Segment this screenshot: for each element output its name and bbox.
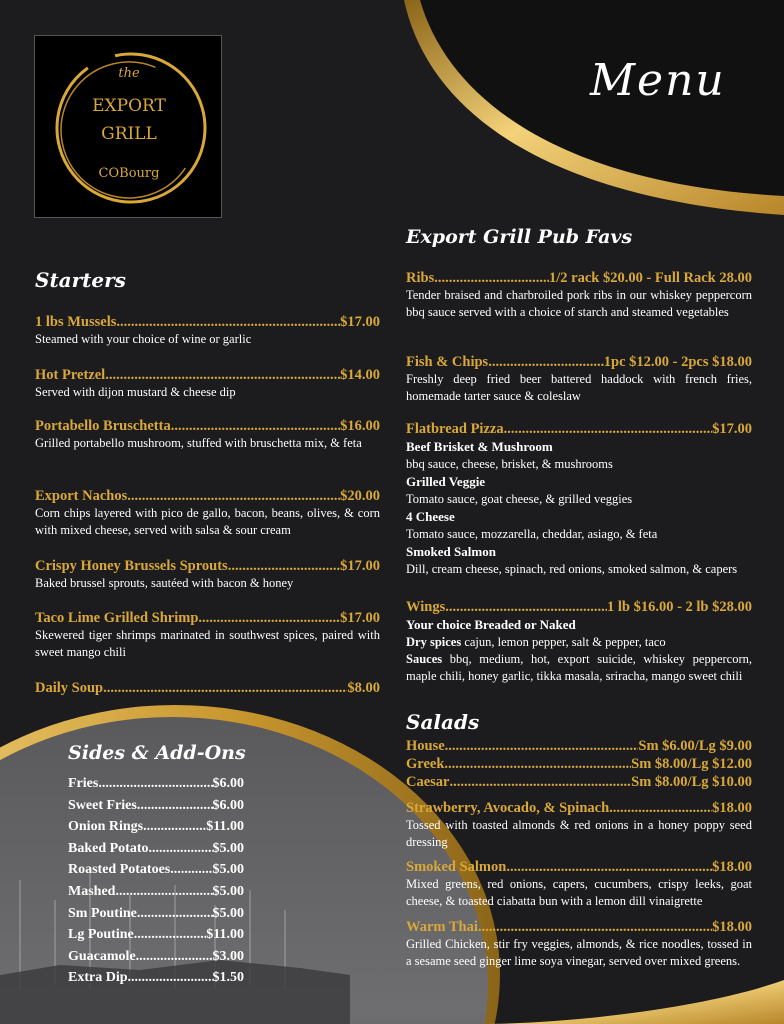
side-item-price: $1.50 [212, 970, 244, 986]
side-item-price: $6.00 [212, 776, 244, 791]
menu-title: Menu [590, 55, 726, 106]
pub-favs-heading: Export Grill Pub Favs [406, 226, 633, 248]
side-item-name: Fries [68, 776, 99, 791]
starter-item [35, 487, 380, 539]
starter-item [35, 366, 380, 401]
pizza-option-desc: Tomato sauce, goat cheese, & grilled veggies [406, 492, 633, 506]
logo-the: the [118, 66, 140, 81]
starter-item [35, 609, 380, 661]
side-item-line [68, 924, 244, 946]
side-item-line [68, 816, 244, 838]
starters-heading: Starters [35, 268, 126, 292]
salad-simple-price: Sm $8.00/Lg $10.00 [631, 774, 752, 790]
fish-desc: Freshly deep fried beer battered haddock with french fries, homemade tarter sauce & coleslaw [406, 372, 752, 403]
logo-town: COBourg [98, 166, 160, 181]
fish-item [406, 353, 752, 405]
side-item-line [68, 881, 244, 903]
ribs-price: 1/2 rack $20.00 - Full Rack 28.00 [549, 270, 752, 286]
side-item-name: Sweet Fries [68, 797, 137, 813]
starter-price: $17.00 [340, 558, 380, 574]
salad-name: Warm Thai [406, 919, 478, 935]
fish-name: Fish & Chips [406, 354, 489, 370]
wings-dry-label: Dry spices [406, 635, 462, 649]
side-item-price: $5.00 [212, 905, 244, 921]
side-item-name: Roasted Potatoes [68, 862, 171, 878]
starter-line [35, 366, 380, 384]
pizza-option-name: 4 Cheese [406, 509, 455, 524]
starter-price: $14.00 [340, 367, 380, 383]
starter-desc: Steamed with your choice of wine or garlic [35, 332, 252, 346]
side-item-leader [136, 946, 213, 968]
starter-name: Portabello Bruschetta [35, 418, 171, 434]
starter-line [35, 417, 380, 435]
starter-price: $8.00 [347, 680, 380, 696]
salad-line [406, 799, 752, 817]
starter-line [35, 679, 380, 697]
salad-item [406, 858, 752, 910]
side-item-line [68, 946, 244, 968]
salad-desc: Mixed greens, red onions, capers, cucumbers, crispy leeks, goat cheese, & toasted ciabatta bun with a lemon dill vinaigrette [406, 877, 752, 908]
salad-simple-leader [445, 737, 639, 755]
starter-desc: Corn chips layered with pico de gallo, bacon, beans, olives, & corn with mixed cheese, served with salsa & sour cream [35, 506, 380, 537]
salad-simple-leader [450, 773, 632, 791]
starter-item [35, 557, 380, 592]
wings-sauce-text: bbq, medium, hot, export suicide, whiskey peppercorn, maple chili, honey garlic, tikka masala, sriracha, mango sweet chili [406, 652, 752, 683]
starter-name: Export Nachos [35, 488, 128, 504]
salad-simple-line [406, 737, 752, 755]
side-item-price: $6.00 [212, 797, 244, 813]
starter-item [35, 417, 380, 452]
ribs-desc: Tender braised and charbroiled pork ribs in our whiskey peppercorn bbq sauce served with a choice of starch and steamed vegetables [406, 288, 752, 319]
ribs-name: Ribs [406, 270, 435, 286]
pizza-option-name: Beef Brisket & Mushroom [406, 439, 553, 454]
salad-price: $18.00 [712, 800, 752, 816]
side-item-price: $5.00 [212, 862, 244, 878]
pizza-name: Flatbread Pizza [406, 421, 504, 437]
salad-line [406, 858, 752, 876]
salad-simple-name: Caesar [406, 774, 450, 790]
logo [34, 35, 222, 218]
logo-line2: GRILL [101, 124, 157, 144]
starter-leader [198, 609, 340, 627]
salad-price: $18.00 [712, 859, 752, 875]
salad-leader [609, 799, 712, 817]
side-item-leader [143, 816, 206, 838]
salad-simple-line [406, 755, 752, 773]
salad-line [406, 918, 752, 936]
salad-simple-leader [444, 755, 631, 773]
salad-simple-name: Greek [406, 756, 445, 772]
side-item-line [68, 859, 244, 881]
side-item-name: Baked Potato [68, 840, 149, 856]
side-item-leader [128, 967, 213, 989]
salad-simple-line [406, 773, 752, 791]
starter-desc: Served with dijon mustard & cheese dip [35, 385, 236, 399]
salad-desc: Grilled Chicken, stir fry veggies, almonds, & rice noodles, tossed in a sesame seed ginger lime soya vinegar, served over mixed greens. [406, 937, 752, 968]
starter-name: 1 lbs Mussels [35, 314, 117, 330]
starter-item [35, 679, 380, 697]
starter-line [35, 313, 380, 331]
starter-leader [116, 313, 340, 331]
side-item-name: Sm Poutine [68, 905, 137, 921]
side-item-leader [115, 881, 212, 903]
side-item-line [68, 773, 244, 795]
ribs-item [406, 269, 752, 321]
logo-line1: EXPORT [92, 96, 166, 116]
wings-sauce-label: Sauces [406, 652, 443, 666]
wings-name: Wings [406, 599, 446, 615]
salad-desc: Tossed with toasted almonds & red onions in a honey poppy seed dressing [406, 818, 752, 849]
side-item-line [68, 795, 244, 817]
pizza-option-desc: bbq sauce, cheese, brisket, & mushrooms [406, 457, 613, 471]
salads-heading: Salads [406, 710, 480, 734]
pizza-item [406, 420, 752, 578]
pizza-option-name: Grilled Veggie [406, 474, 486, 489]
salad-simple-price: Sm $6.00/Lg $9.00 [638, 738, 752, 754]
starter-price: $17.00 [340, 610, 380, 626]
pizza-price: $17.00 [712, 421, 752, 437]
starter-line [35, 609, 380, 627]
starter-price: $17.00 [340, 314, 380, 330]
starter-price: $16.00 [340, 418, 380, 434]
salad-simple-price: Sm $8.00/Lg $12.00 [631, 756, 752, 772]
salad-simple-name: House [406, 738, 445, 754]
wings-item [406, 598, 752, 685]
starter-leader [127, 487, 340, 505]
side-item-line [68, 967, 244, 989]
starter-item [35, 313, 380, 348]
side-item-line [68, 903, 244, 925]
side-item-line [68, 838, 244, 860]
pizza-option-name: Smoked Salmon [406, 544, 496, 559]
salad-leader [506, 858, 712, 876]
side-item-price: $5.00 [212, 840, 244, 856]
starter-desc: Grilled portabello mushroom, stuffed with bruschetta mix, & feta [35, 436, 362, 450]
side-item-name: Extra Dip [68, 970, 128, 986]
starter-name: Taco Lime Grilled Shrimp [35, 610, 199, 626]
wings-sauces [406, 651, 752, 685]
salad-name: Strawberry, Avocado, & Spinach [406, 800, 610, 816]
side-item-name: Mashed [68, 883, 116, 899]
side-item-price: $3.00 [212, 948, 244, 964]
salad-item [406, 918, 752, 970]
fish-price: 1pc $12.00 - 2pcs $18.00 [603, 354, 752, 370]
side-item-leader [149, 838, 213, 860]
pizza-option-desc: Tomato sauce, mozzarella, cheddar, asiago, & feta [406, 527, 658, 541]
starter-leader [103, 679, 347, 697]
salad-name: Smoked Salmon [406, 859, 507, 875]
wings-dry-text: cajun, lemon pepper, salt & pepper, taco [461, 635, 666, 649]
wings-price: 1 lb $16.00 - 2 lb $28.00 [606, 599, 752, 615]
starter-leader [105, 366, 340, 384]
salad-leader [478, 918, 712, 936]
side-item-name: Lg Poutine [68, 927, 134, 943]
side-item-price: $11.00 [206, 819, 244, 835]
starter-name: Crispy Honey Brussels Sprouts [35, 558, 228, 574]
side-item-leader [134, 924, 207, 946]
side-item-name: Onion Rings [68, 819, 144, 835]
starter-name: Hot Pretzel [35, 367, 106, 383]
starter-line [35, 487, 380, 505]
starter-leader [228, 557, 340, 575]
side-item-leader [137, 903, 213, 925]
wings-dry [406, 634, 752, 651]
side-item-leader [98, 773, 212, 795]
starter-leader [171, 417, 340, 435]
salad-price: $18.00 [712, 919, 752, 935]
starter-desc: Baked brussel sprouts, sautéed with bacon & honey [35, 576, 294, 590]
side-item-leader [170, 859, 212, 881]
starter-line [35, 557, 380, 575]
salad-item [406, 799, 752, 851]
side-item-price: $5.00 [212, 883, 244, 899]
wings-choice: Your choice Breaded or Naked [406, 617, 576, 632]
side-item-leader [137, 795, 213, 817]
starter-price: $20.00 [340, 488, 380, 504]
side-item-name: Guacamole [68, 948, 136, 964]
pizza-option-desc: Dill, cream cheese, spinach, red onions, smoked salmon, & capers [406, 562, 738, 576]
starter-desc: Skewered tiger shrimps marinated in southwest spices, paired with sweet mango chili [35, 628, 380, 659]
side-item-price: $11.00 [206, 927, 244, 943]
sides-heading: Sides & Add-Ons [68, 742, 246, 764]
starter-name: Daily Soup [35, 680, 104, 696]
